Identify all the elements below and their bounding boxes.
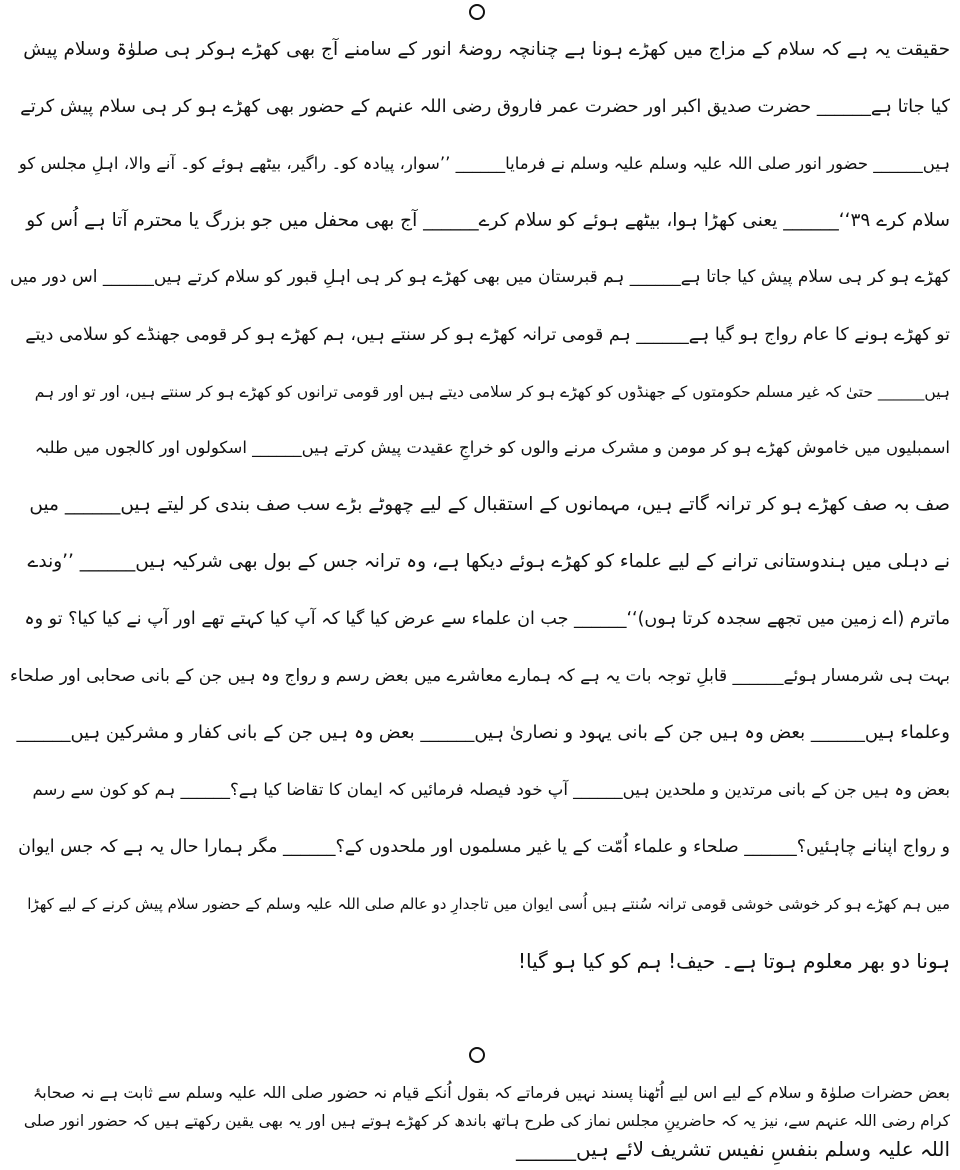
paragraph-1-line-4: سلام کرے ۳۹‘‘______ یعنی کھڑا ہوا، بیٹھے ہوئے کو سلام کرے______ آج بھی محفل میں جو بزرگ یا محترم آتا ہے اُس کو xyxy=(26,210,950,231)
paragraph-1-line-9: صف بہ صف کھڑے ہو کر ترانہ گاتے ہیں، مہمانوں کے استقبال کے لیے چھوٹے بڑے سب صف بندی کر لیتے ہیں______ میں xyxy=(29,494,950,515)
circle-ornament-icon xyxy=(469,1047,485,1063)
paragraph-1-line-15: و رواج اپنانے چاہئیں؟______ صلحاء و علماء اُمّت کے یا غیر مسلموں اور ملحدوں کے؟______ مگر ہمارا حال یہ ہے کہ جس ایوان xyxy=(18,837,950,857)
paragraph-1-line-17: ہونا دو بھر معلوم ہوتا ہے۔ حیف! ہم کو کیا ہو گیا! xyxy=(518,949,950,973)
paragraph-2-line-1: بعض حضرات صلوٰۃ و سلام کے لیے اس لیے اُٹھنا پسند نہیں فرماتے کہ بقول اُنکے قیام نہ حضور صلی اللہ علیہ وسلم سے ثابت ہے نہ صحابۂ xyxy=(32,1083,950,1102)
paragraph-1-line-3: ہیں______ حضور انور صلی اللہ علیہ وسلم علیہ وسلم نے فرمایا______ ’’سوار، پیادہ کو۔ راگیر، بیٹھے ہوئے کو۔ آنے والا، اہلِ مجلس کو xyxy=(18,154,950,173)
paragraph-1-line-6: تو کھڑے ہونے کا عام رواج ہو گیا ہے______ ہم قومی ترانہ کھڑے ہو کر سنتے ہیں، ہم کھڑے ہو کر قومی جھنڈے کو سلامی دیتے xyxy=(25,325,950,345)
paragraph-1-line-8: اسمبلیوں میں خاموش کھڑے ہو کر مومن و مشرک مرنے والوں کو خراجِ عقیدت پیش کرتے ہیں______ اسکولوں اور کالجوں میں طلبہ xyxy=(34,438,950,457)
paragraph-1-line-7: ہیں______ حتیٰ کہ غیر مسلم حکومتوں کے جھنڈوں کو کھڑے ہو کر سلامی دیتے ہیں اور قومی ترانوں کو کھڑے ہو کر سنتے ہیں، اور تو اور ہم xyxy=(34,383,950,401)
paragraph-1-line-1: حقیقت یہ ہے کہ سلام کے مزاج میں کھڑے ہونا ہے چنانچہ روضۂ انور کے سامنے آج بھی کھڑے ہوکر ہی صلوٰۃ وسلام پیش xyxy=(23,39,950,60)
paragraph-1-line-12: بہت ہی شرمسار ہوئے______ قابلِ توجہ بات یہ ہے کہ ہمارے معاشرے میں بعض رسم و رواج وہ ہیں جن کے بانی صحابی اور صلحاء xyxy=(9,666,950,686)
paragraph-1-line-16: میں ہم کھڑے ہو کر خوشی خوشی قومی ترانہ سُنتے ہیں اُسی ایوان میں تاجدارِ دو عالم صلی اللہ علیہ وسلم کے حضور سلام پیش کرنے کے لیے کھڑا xyxy=(27,895,950,913)
paragraph-1-line-5: کھڑے ہو کر ہی سلام پیش کیا جاتا ہے______ ہم قبرستان میں بھی کھڑے ہو کر ہی اہلِ قبور کو سلام کرتے ہیں______ اس دور میں xyxy=(10,267,950,287)
paragraph-1-line-10: نے دہلی میں ہندوستانی ترانے کے لیے علماء کو کھڑے ہوئے دیکھا ہے، وہ ترانہ جس کے بول بھی شرکیہ ہیں______ ’’وندے xyxy=(27,551,950,572)
circle-ornament-icon xyxy=(469,4,485,20)
paragraph-1-line-11: ماترم (اے زمین میں تجھے سجدہ کرتا ہوں)‘‘______ جب ان علماء سے عرض کیا گیا کہ آپ کیا کہتے تھے اور آپ نے کیا کیا؟ تو وہ xyxy=(24,609,950,629)
paragraph-1-line-2: کیا جاتا ہے______ حضرت صدیق اکبر اور حضرت عمر فاروق رضی اللہ عنہم کے حضور بھی کھڑے ہو کر ہی سلام پیش کرتے xyxy=(20,96,950,117)
paragraph-1-line-14: بعض وہ ہیں جن کے بانی مرتدین و ملحدین ہیں______ آپ خود فیصلہ فرمائیں کہ ایمان کا تقاضا کیا ہے؟______ ہم کو کون سے رسم xyxy=(32,780,950,799)
paragraph-1-line-13: وعلماء ہیں______ بعض وہ ہیں جن کے بانی یہود و نصاریٰ ہیں______ بعض وہ ہیں جن کے بانی کفار و مشرکین ہیں______ xyxy=(16,722,950,743)
paragraph-2-line-2: کرام رضی اللہ عنہم سے، نیز یہ کہ حاضرینِ مجلس نماز کی طرح ہاتھ باندھ کر کھڑے ہوتے ہیں اور یہ بھی یقین رکھتے ہیں کہ حضور انور صلی xyxy=(23,1112,950,1130)
paragraph-2-line-3: اللہ علیہ وسلم بنفسِ نفیس تشریف لائے ہیں______ xyxy=(516,1137,950,1161)
